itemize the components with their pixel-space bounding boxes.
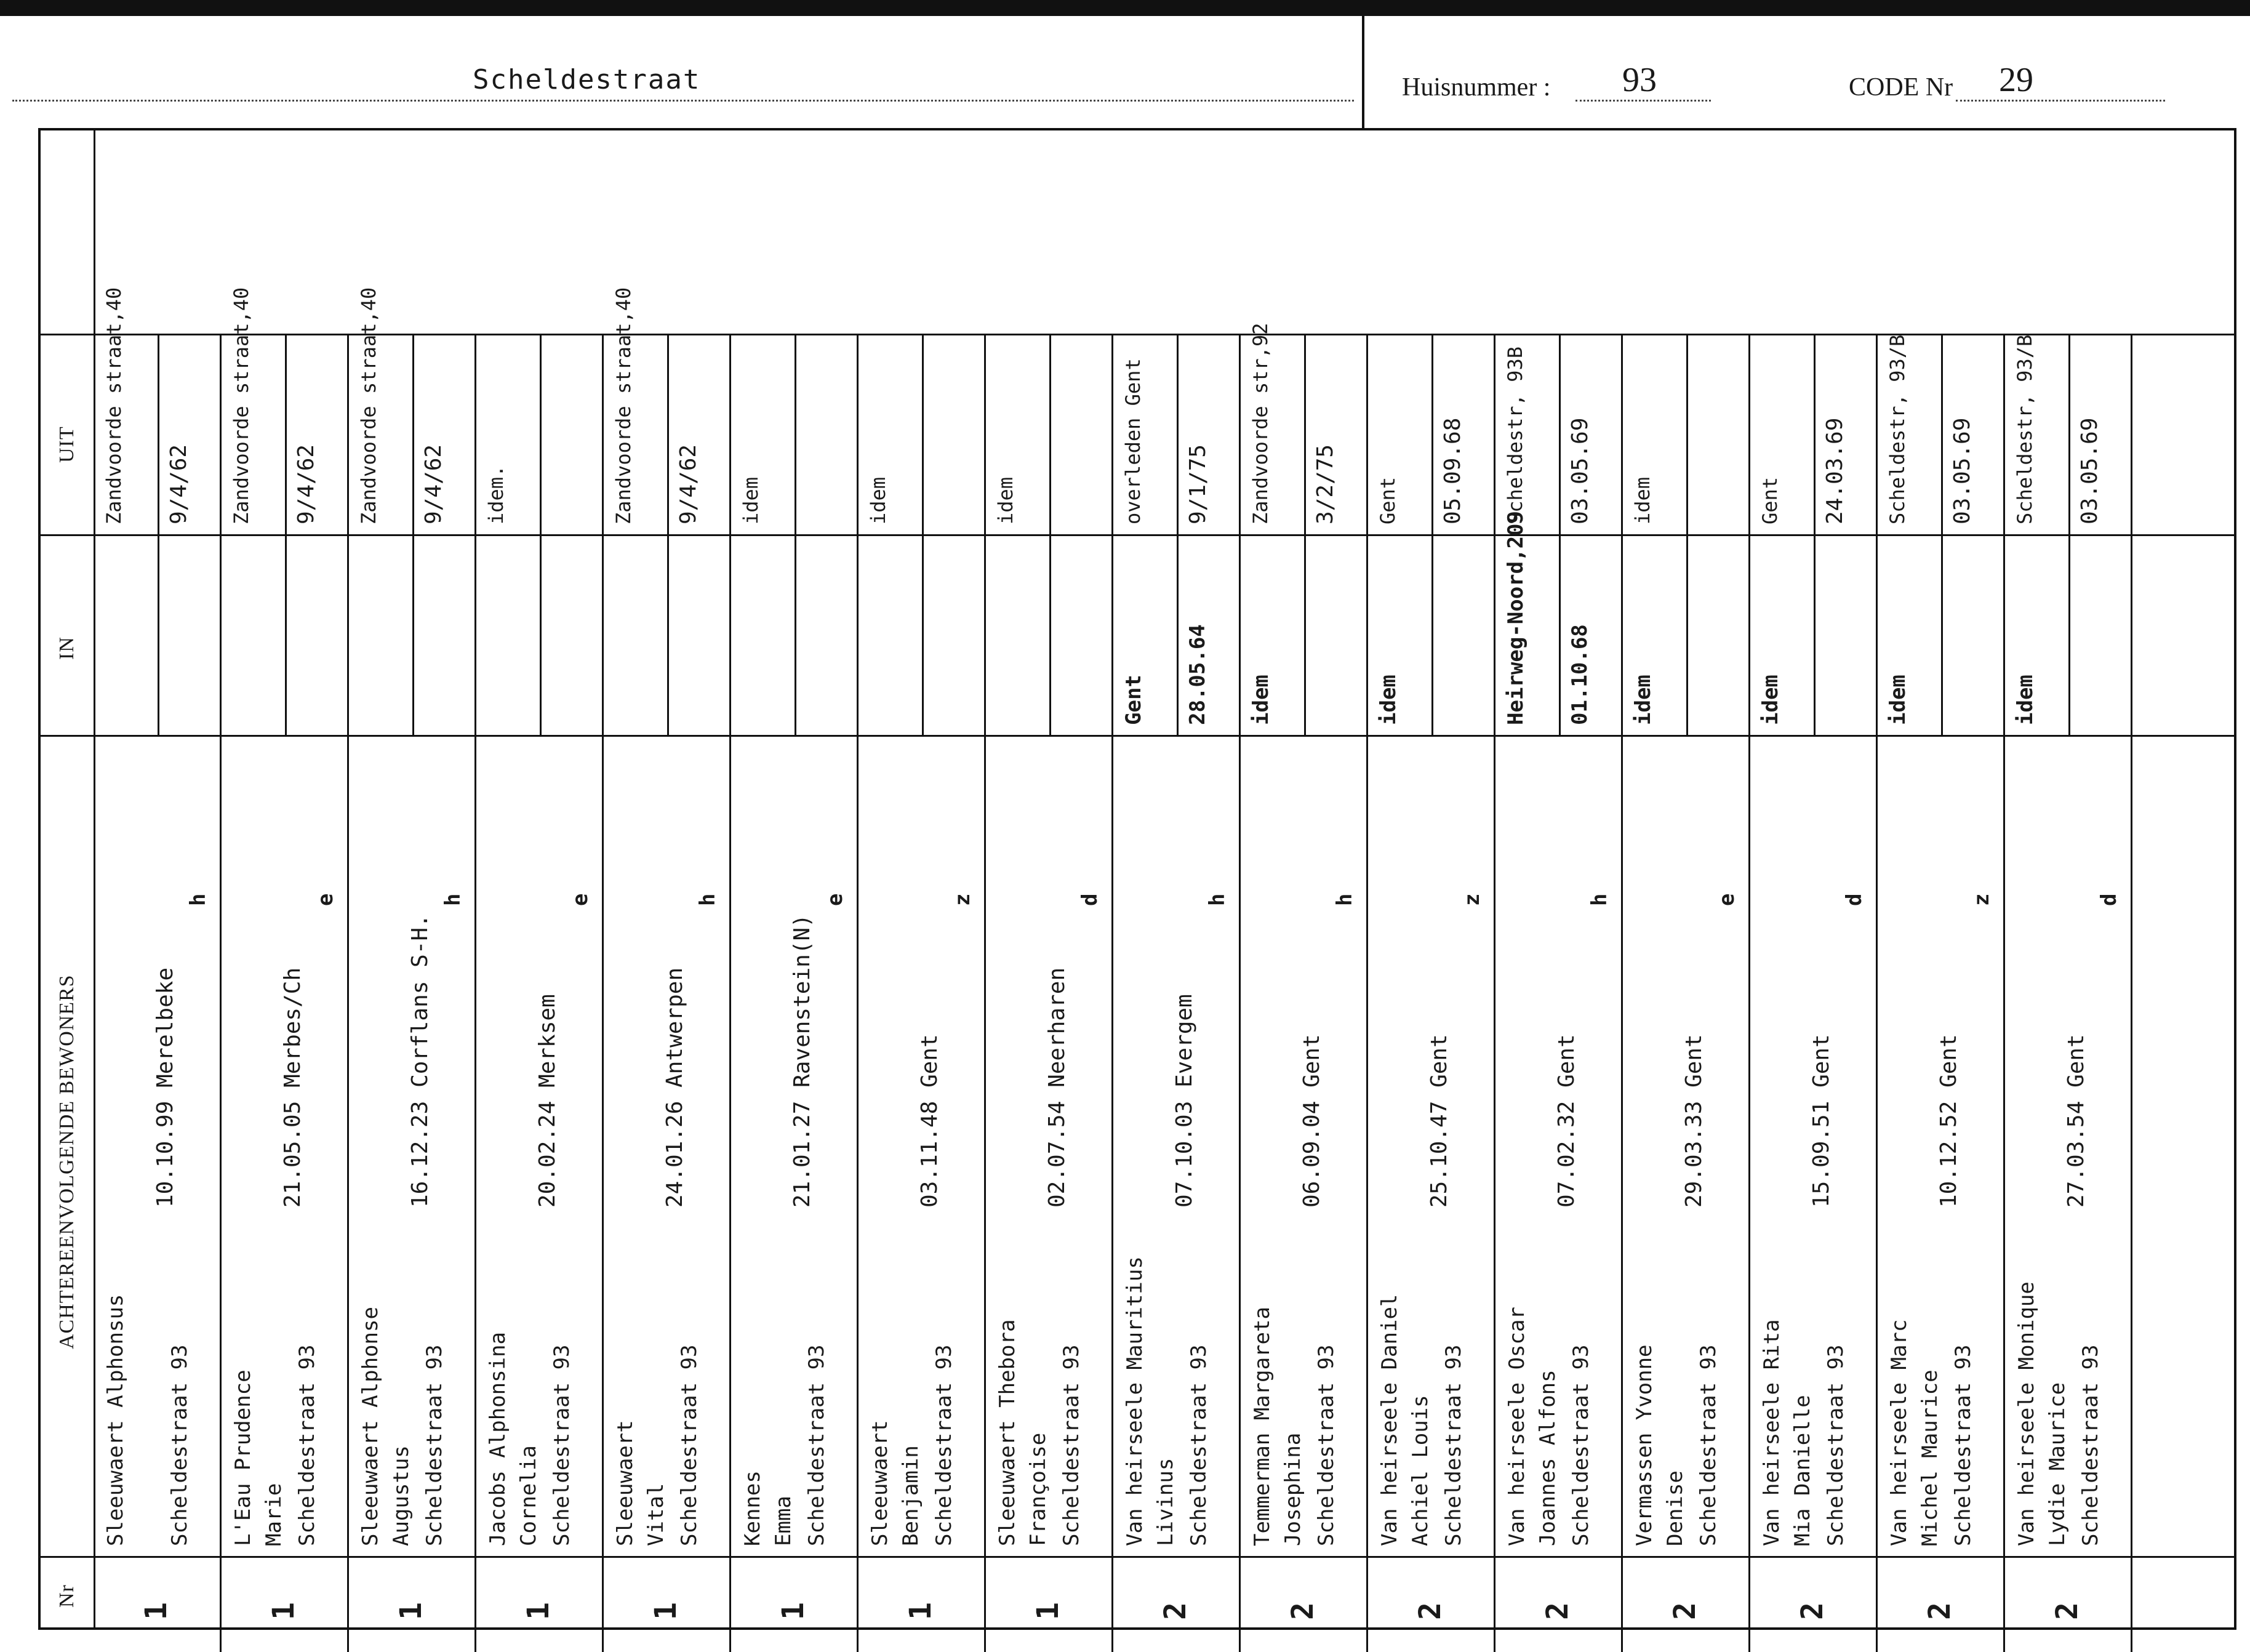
household-number: 2 [2050,1602,2084,1620]
resident-given-names: Lydie Maurice [2045,1382,2070,1546]
in-subdivider [540,534,542,735]
bottom-tick [347,1627,349,1652]
resident-given-names: Emma [771,1496,796,1546]
uit-place: Zandvoorde straat,40 [230,287,253,524]
uit-subdivider [1559,334,1561,534]
uit-section-label: UIT [55,426,78,463]
resident-address: Scheldestraat 93 [550,1344,574,1546]
house-number-dotted-line [1575,100,1711,102]
household-number: 1 [776,1602,811,1620]
resident-address: Scheldestraat 93 [1824,1344,1848,1546]
code-value: 29 [1999,61,2033,99]
resident-address: Scheldestraat 93 [422,1344,447,1546]
in-subdivider [1559,534,1561,735]
uit-date: 03.05.69 [2077,417,2102,524]
resident-address: Scheldestraat 93 [932,1344,956,1546]
resident-column [476,130,603,1627]
in-subdivider [1941,534,1943,735]
bottom-tick [729,1627,731,1652]
household-number: 1 [139,1602,174,1620]
resident-address: Scheldestraat 93 [2078,1344,2103,1546]
bottom-tick [1239,1627,1241,1652]
street-name: Scheldestraat [473,64,701,95]
uit-subdivider [1304,334,1306,534]
column-divider [2131,334,2132,1627]
bottom-tick [857,1627,859,1652]
uit-place: idem [739,476,763,524]
in-subdivider [285,534,287,735]
resident-address: Scheldestraat 93 [1059,1344,1084,1546]
resident-name: Temmerman Margareta [1250,1307,1275,1546]
resident-name: Jacobs Alphonsina [486,1332,510,1546]
bottom-tick [2003,1627,2005,1652]
resident-given-names: Josephina [1281,1432,1305,1546]
resident-name: Van heirseele Rita [1760,1319,1784,1546]
in-place: Heirweg-Noord,209 [1503,511,1528,725]
birth-date-place: 25.10.47 Gent [1427,1034,1452,1208]
birth-date-place: 06.09.04 Gent [1299,1034,1324,1208]
resident-column [221,130,348,1627]
uit-subdivider [158,334,159,534]
house-number-value: 93 [1622,61,1657,99]
uit-subdivider [540,334,542,534]
resident-given-names: Joannes Alfons [1535,1369,1560,1546]
resident-given-names: Achiel Louis [1408,1395,1433,1546]
household-number: 2 [1923,1602,1957,1620]
resident-column [1113,130,1240,1627]
street-dotted-line [12,100,1354,102]
resident-column [858,130,985,1627]
household-number: 1 [1031,1602,1065,1620]
uit-date: 9/4/62 [294,444,319,524]
scan-top-border [0,0,2250,16]
in-subdivider [412,534,414,735]
resident-address: Scheldestraat 93 [1187,1344,1211,1546]
uit-date: 24.03.69 [1822,417,1848,524]
code-label: CODE Nr [1849,73,1953,102]
in-subdivider [1304,534,1306,735]
resident-given-names: Françoise [1026,1432,1051,1546]
household-number: 1 [266,1602,301,1620]
resident-given-names: Vital [644,1483,668,1546]
resident-column [1240,130,1367,1627]
in-date: 28.05.64 [1185,624,1210,725]
in-subdivider [1177,534,1179,735]
bottom-tick [1621,1627,1623,1652]
resident-name: Kennes [740,1470,765,1546]
household-number: 2 [1540,1602,1575,1620]
birth-date-place: 10.12.52 Gent [1936,1034,1961,1208]
resident-column [603,130,731,1627]
bottom-tick [474,1627,476,1652]
household-number: 1 [649,1602,683,1620]
household-number: 2 [1795,1602,1830,1620]
uit-date: 9/4/62 [676,444,701,524]
gender-code: h [695,893,720,906]
uit-subdivider [2068,334,2070,534]
gender-code: e [823,893,847,906]
resident-name: Van heirseele Mauritius [1123,1256,1147,1546]
uit-place: idem [867,476,890,524]
in-place: idem [1376,675,1401,725]
resident-address: Scheldestraat 93 [1569,1344,1593,1546]
resident-column [1877,130,2004,1627]
resident-given-names: Marie [262,1483,286,1546]
resident-name: Sleeuwaert Thebora [995,1319,1020,1546]
resident-name: Van heirseele Daniel [1377,1294,1402,1546]
household-number: 2 [1413,1602,1447,1620]
in-section-label: IN [55,636,78,660]
uit-subdivider [1177,334,1179,534]
uit-date: 9/4/62 [421,444,446,524]
resident-column [2004,130,2132,1627]
gender-code: e [313,893,338,906]
uit-date: 9/4/62 [166,444,191,524]
residents-section-label: ACHTEREENVOLGENDE BEWONERS [55,974,78,1349]
resident-column [985,130,1113,1627]
resident-name: L'Eau Prudence [231,1369,255,1546]
birth-date-place: 07.10.03 Evergem [1172,994,1197,1208]
resident-given-names: Augustus [389,1445,414,1546]
resident-address: Scheldestraat 93 [1314,1344,1339,1546]
gender-code: h [1587,893,1612,906]
bottom-tick [602,1627,604,1652]
header-separator [1362,16,1364,129]
birth-date-place: 21.05.05 Merbes/Ch [280,967,305,1208]
uit-place: idem. [484,465,508,524]
birth-date-place: 24.01.26 Antwerpen [662,967,687,1208]
gender-code: h [1332,893,1357,906]
resident-given-names: Denise [1663,1470,1688,1546]
gender-code: h [186,893,210,906]
house-number-label: Huisnummer : [1402,73,1551,102]
resident-name: Sleeuwaert Alphonse [358,1307,383,1546]
uit-date: 9/1/75 [1185,444,1211,524]
in-subdivider [1049,534,1051,735]
resident-given-names: Livinus [1153,1458,1178,1546]
bottom-tick [1366,1627,1368,1652]
in-place: Gent [1121,675,1146,725]
resident-name: Van heirseele Monique [2014,1281,2039,1546]
resident-address: Scheldestraat 93 [1951,1344,1976,1546]
birth-date-place: 15.09.51 Gent [1809,1034,1834,1208]
uit-subdivider [1431,334,1433,534]
in-place: idem [1249,675,1273,725]
birth-date-place: 10.10.99 Merelbeke [153,967,178,1208]
resident-address: Scheldestraat 93 [295,1344,319,1546]
resident-column [1622,130,1750,1627]
uit-place: overleden Gent [1121,358,1145,524]
in-subdivider [1814,534,1816,735]
gender-code: z [1460,893,1484,906]
resident-given-names: Mia Danielle [1790,1395,1815,1546]
resident-column [348,130,476,1627]
resident-address: Scheldestraat 93 [677,1344,702,1546]
uit-date: 3/2/75 [1313,444,1338,524]
resident-column [1495,130,1622,1627]
uit-subdivider [795,334,796,534]
birth-date-place: 02.07.54 Neerharen [1044,967,1070,1208]
resident-given-names: Cornelia [516,1445,541,1546]
resident-address: Scheldestraat 93 [1696,1344,1721,1546]
uit-place: Gent [1376,476,1399,524]
resident-name: Van heirseele Marc [1887,1319,1912,1546]
birth-date-place: 29.03.33 Gent [1681,1034,1707,1208]
household-number: 1 [394,1602,428,1620]
resident-name: Van heirseele Oscar [1505,1307,1529,1546]
uit-subdivider [922,334,924,534]
in-place: idem [1631,675,1655,725]
household-number: 2 [1668,1602,1702,1620]
uit-place: Zandvoorde str,92 [1249,323,1272,524]
resident-column [1367,130,1495,1627]
uit-subdivider [1941,334,1943,534]
gender-code: d [2097,893,2121,906]
resident-given-names: Michel Maurice [1918,1369,1942,1546]
bottom-tick [1111,1627,1113,1652]
resident-address: Scheldestraat 93 [1441,1344,1466,1546]
birth-date-place: 03.11.48 Gent [917,1034,942,1208]
bottom-tick [220,1627,222,1652]
uit-subdivider [412,334,414,534]
resident-name: Vermassen Yvonne [1632,1344,1657,1546]
uit-subdivider [1686,334,1688,534]
gender-code: e [568,893,593,906]
gender-code: h [1205,893,1230,906]
uit-place: Scheldestr, 93/B [2013,334,2036,524]
resident-column [1750,130,1877,1627]
bottom-tick [1494,1627,1495,1652]
birth-date-place: 16.12.23 Corflans S-H. [407,914,433,1208]
resident-given-names: Benjamin [899,1445,923,1546]
uit-place: idem [994,476,1017,524]
uit-subdivider [285,334,287,534]
uit-place: idem [1631,476,1654,524]
uit-place: Zandvoorde straat,40 [612,287,635,524]
uit-place: Zandvoorde straat,40 [102,287,126,524]
household-number: 2 [1158,1602,1193,1620]
gender-code: z [950,893,975,906]
resident-address: Scheldestraat 93 [804,1344,829,1546]
uit-subdivider [667,334,669,534]
code-dotted-line [1956,100,2165,102]
resident-address: Scheldestraat 93 [167,1344,192,1546]
in-subdivider [922,534,924,735]
resident-column [731,130,858,1627]
resident-name: Sleeuwaert [613,1420,638,1546]
uit-date: 05.09.68 [1440,417,1465,524]
in-subdivider [158,534,159,735]
in-place: idem [2013,675,2038,725]
gender-code: d [1078,893,1102,906]
form-header [0,16,2250,127]
gender-code: e [1715,893,1739,906]
in-place: idem [1886,675,1910,725]
bottom-tick [1876,1627,1878,1652]
nr-section-label: Nr [55,1584,78,1608]
resident-name: Sleeuwaert Alphonsus [103,1294,128,1546]
uit-place: Zandvoorde straat,40 [357,287,380,524]
birth-date-place: 20.02.24 Merksem [535,994,560,1208]
birth-date-place: 07.02.32 Gent [1554,1034,1579,1208]
uit-subdivider [1049,334,1051,534]
uit-date: 03.05.69 [1567,417,1593,524]
uit-date: 03.05.69 [1950,417,1975,524]
in-subdivider [1431,534,1433,735]
in-date: 01.10.68 [1567,624,1592,725]
uit-place: Scheldestr, 93B [1503,347,1527,524]
in-subdivider [795,534,796,735]
gender-code: h [441,893,465,906]
gender-code: d [1842,893,1867,906]
birth-date-place: 27.03.54 Gent [2064,1034,2089,1208]
bottom-tick [2131,1627,2132,1652]
household-number: 1 [521,1602,556,1620]
household-number: 1 [903,1602,938,1620]
in-subdivider [2068,534,2070,735]
resident-column [94,130,221,1627]
household-number: 2 [1286,1602,1320,1620]
residents-register-form [38,128,2236,1630]
uit-place: Gent [1758,476,1782,524]
in-subdivider [1686,534,1688,735]
uit-subdivider [1814,334,1816,534]
bottom-tick [1748,1627,1750,1652]
resident-name: Sleeuwaert [868,1420,892,1546]
uit-place: Scheldestr, 93/B [1886,334,1909,524]
in-place: idem [1758,675,1783,725]
in-subdivider [667,534,669,735]
gender-code: z [1969,893,1994,906]
birth-date-place: 21.01.27 Ravenstein(N) [790,914,815,1208]
bottom-tick [984,1627,986,1652]
